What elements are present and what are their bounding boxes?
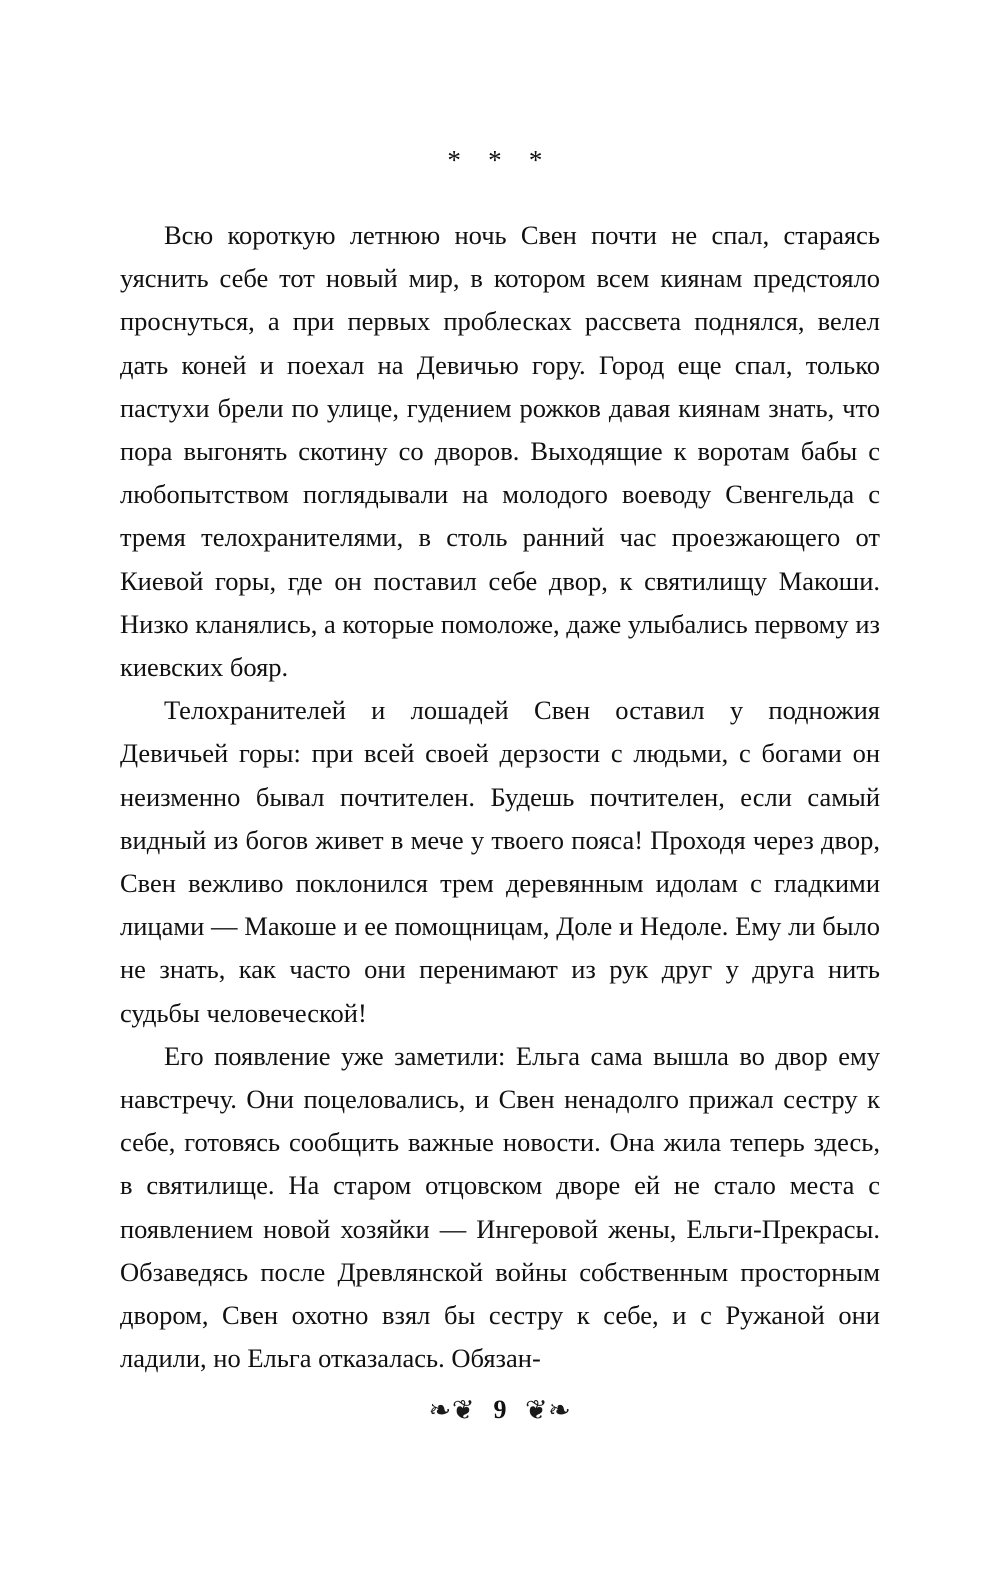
paragraph: Телохранителей и лошадей Свен оставил у подножия Девичьей горы: при всей своей дерзости с людьми, с богами он неизменно бывал почтителен. Будешь почтителен, если самый видный из богов живет в мече у твоего пояса! Проходя через двор, Свен вежливо поклонился трем деревянным идолам с гладкими лицами — Макоше и ее помощницам, Доле и Недоле. Ему ли было не знать, как часто они перенимают из рук друг у друга нить судьбы человеческой! (120, 695, 880, 1028)
page-number: 9 (493, 1395, 507, 1424)
paragraph: Его появление уже заметили: Ельга сама вышла во двор ему навстречу. Они поцеловались, и Свен ненадолго прижал сестру к себе, готовясь сообщить важные новости. Она жила теперь здесь, в святилище. На старом отцовском дворе ей не стало места с появлением новой хозяйки — Ингеровой жены, Ельги-Прекрасы. Обзаведясь после Древлянской войны собственным просторным двором, Свен охотно взял бы сестру к себе, и с Ружаной они ладили, но Ельга отказалась. Обязан- (120, 1040, 880, 1374)
ornament-left-icon: ❧❦ (428, 1394, 475, 1425)
page-footer (0, 1395, 1000, 1425)
paragraph: Всю короткую летнюю ночь Свен почти не спал, стараясь уяснить себе тот новый мир, в котором всем киянам предстояло проснуться, а при первых проблесках рассвета поднялся, велел дать коней и поехал на Девичью гору. Город еще спал, только пастухи брели по улице, гудением рожков давая киянам знать, что пора выгонять скотину со дворов. Выходящие к воротам бабы с любопытством поглядывали на молодого воеводу Свенгельда с тремя телохранителями, в столь ранний час проезжающего от Киевой горы, где он поставил себе двор, к святилищу Макоши. Низко кланялись, а которые помоложе, даже улыбались первому из киевских бояр. (120, 220, 880, 683)
ornament-right-icon: ❦❧ (525, 1394, 572, 1425)
scene-break-divider: * * * (447, 145, 553, 175)
page-body (120, 214, 880, 1380)
